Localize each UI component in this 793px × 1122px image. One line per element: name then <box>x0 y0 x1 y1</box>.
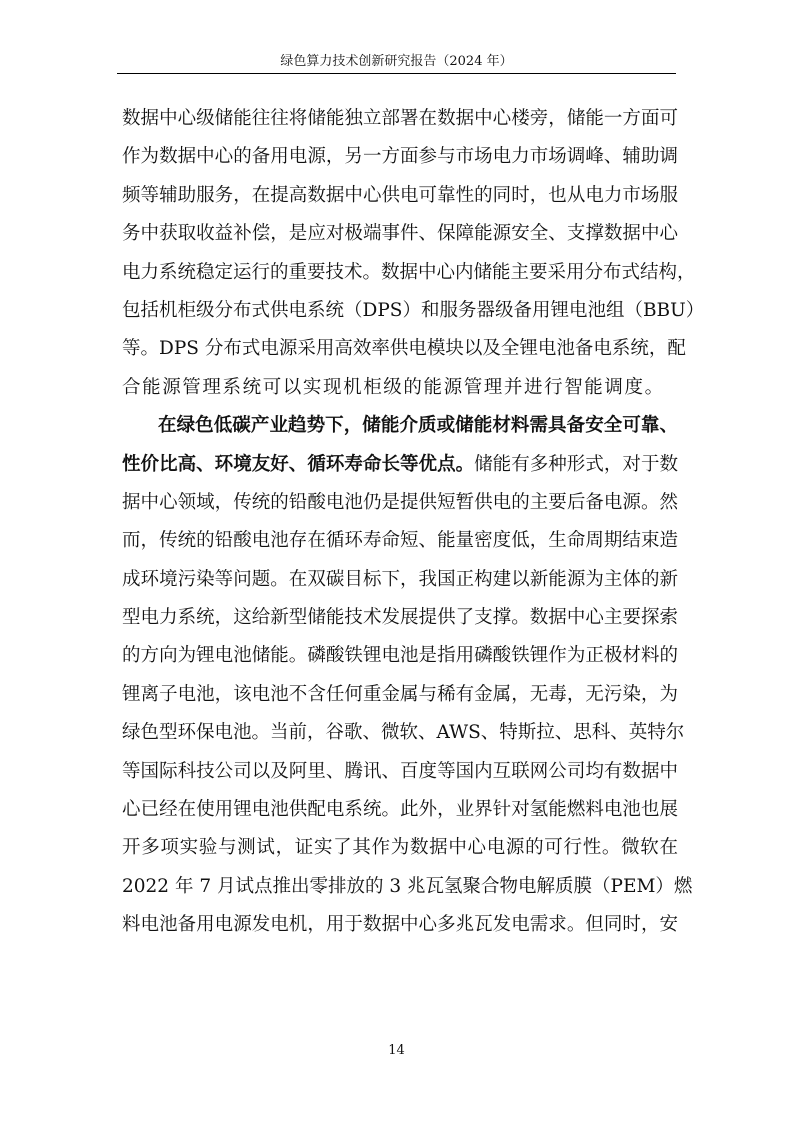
text-line: 电力系统稳定运行的重要技术。数据中心内储能主要采用分布式结构， <box>122 261 696 283</box>
text-line: 频等辅助服务，在提高数据中心供电可靠性的同时，也从电力市场服 <box>122 184 678 206</box>
text-line: 而，传统的铅酸电池存在循环寿命短、能量密度低，生命周期结束造 <box>122 530 678 552</box>
bold-lead-sentence-end: 性价比高、环境友好、循环寿命长等优点。 <box>122 453 475 475</box>
running-header: 绿色算力技术创新研究报告（2024 年） <box>280 54 513 69</box>
text-line <box>122 446 678 484</box>
text-line: 锂离子电池，该电池不含任何重金属与稀有金属，无毒，无污染，为 <box>122 683 678 705</box>
page-body <box>122 100 705 945</box>
paragraph-energy-storage <box>122 100 705 407</box>
text-line: 型电力系统，这给新型储能技术发展提供了支撑。数据中心主要探索 <box>122 607 678 629</box>
text-line: 2022 年 7 月试点推出零排放的 3 兆瓦氢聚合物电解质膜（PEM）燃 <box>122 875 693 897</box>
text-line: 绿色型环保电池。当前，谷歌、微软、AWS、特斯拉、思科、英特尔 <box>122 722 685 744</box>
text-line: 开多项实验与测试，证实了其作为数据中心电源的可行性。微软在 <box>122 837 678 859</box>
text-line: 数据中心级储能往往将储能独立部署在数据中心楼旁，储能一方面可 <box>122 108 678 129</box>
bold-lead-line: 在绿色低碳产业趋势下，储能介质或储能材料需具备安全可靠、 <box>158 415 678 437</box>
text-line: 成环境污染等问题。在双碳目标下，我国正构建以新能源为主体的新 <box>122 568 678 590</box>
page-number: 14 <box>388 1043 405 1058</box>
text-line: 合能源管理系统可以实现机柜级的能源管理并进行智能调度。 <box>122 376 665 398</box>
text-span: 储能有多种形式，对于数 <box>474 453 678 475</box>
text-line: 据中心领域，传统的铅酸电池仍是提供短暂供电的主要后备电源。然 <box>122 491 678 513</box>
text-line: 务中获取收益补偿，是应对极端事件、保障能源安全、支撑数据中心 <box>122 223 678 245</box>
paragraph-green-storage <box>122 407 693 944</box>
text-line: 的方向为锂电池储能。磷酸铁锂电池是指用磷酸铁锂作为正极材料的 <box>122 645 678 667</box>
header-divider <box>117 73 676 74</box>
text-line: 等。DPS 分布式电源采用高效率供电模块以及全锂电池备电系统，配 <box>122 338 686 360</box>
text-line: 包括机柜级分布式供电系统（DPS）和服务器级备用锂电池组（BBU） <box>122 299 705 321</box>
text-line: 料电池备用电源发电机，用于数据中心多兆瓦发电需求。但同时，安 <box>122 914 678 936</box>
text-line: 作为数据中心的备用电源，另一方面参与市场电力市场调峰、辅助调 <box>122 146 678 168</box>
text-line: 心已经在使用锂电池供配电系统。此外，业界针对氢能燃料电池也展 <box>122 799 678 821</box>
text-line: 等国际科技公司以及阿里、腾讯、百度等国内互联网公司均有数据中 <box>122 760 678 782</box>
